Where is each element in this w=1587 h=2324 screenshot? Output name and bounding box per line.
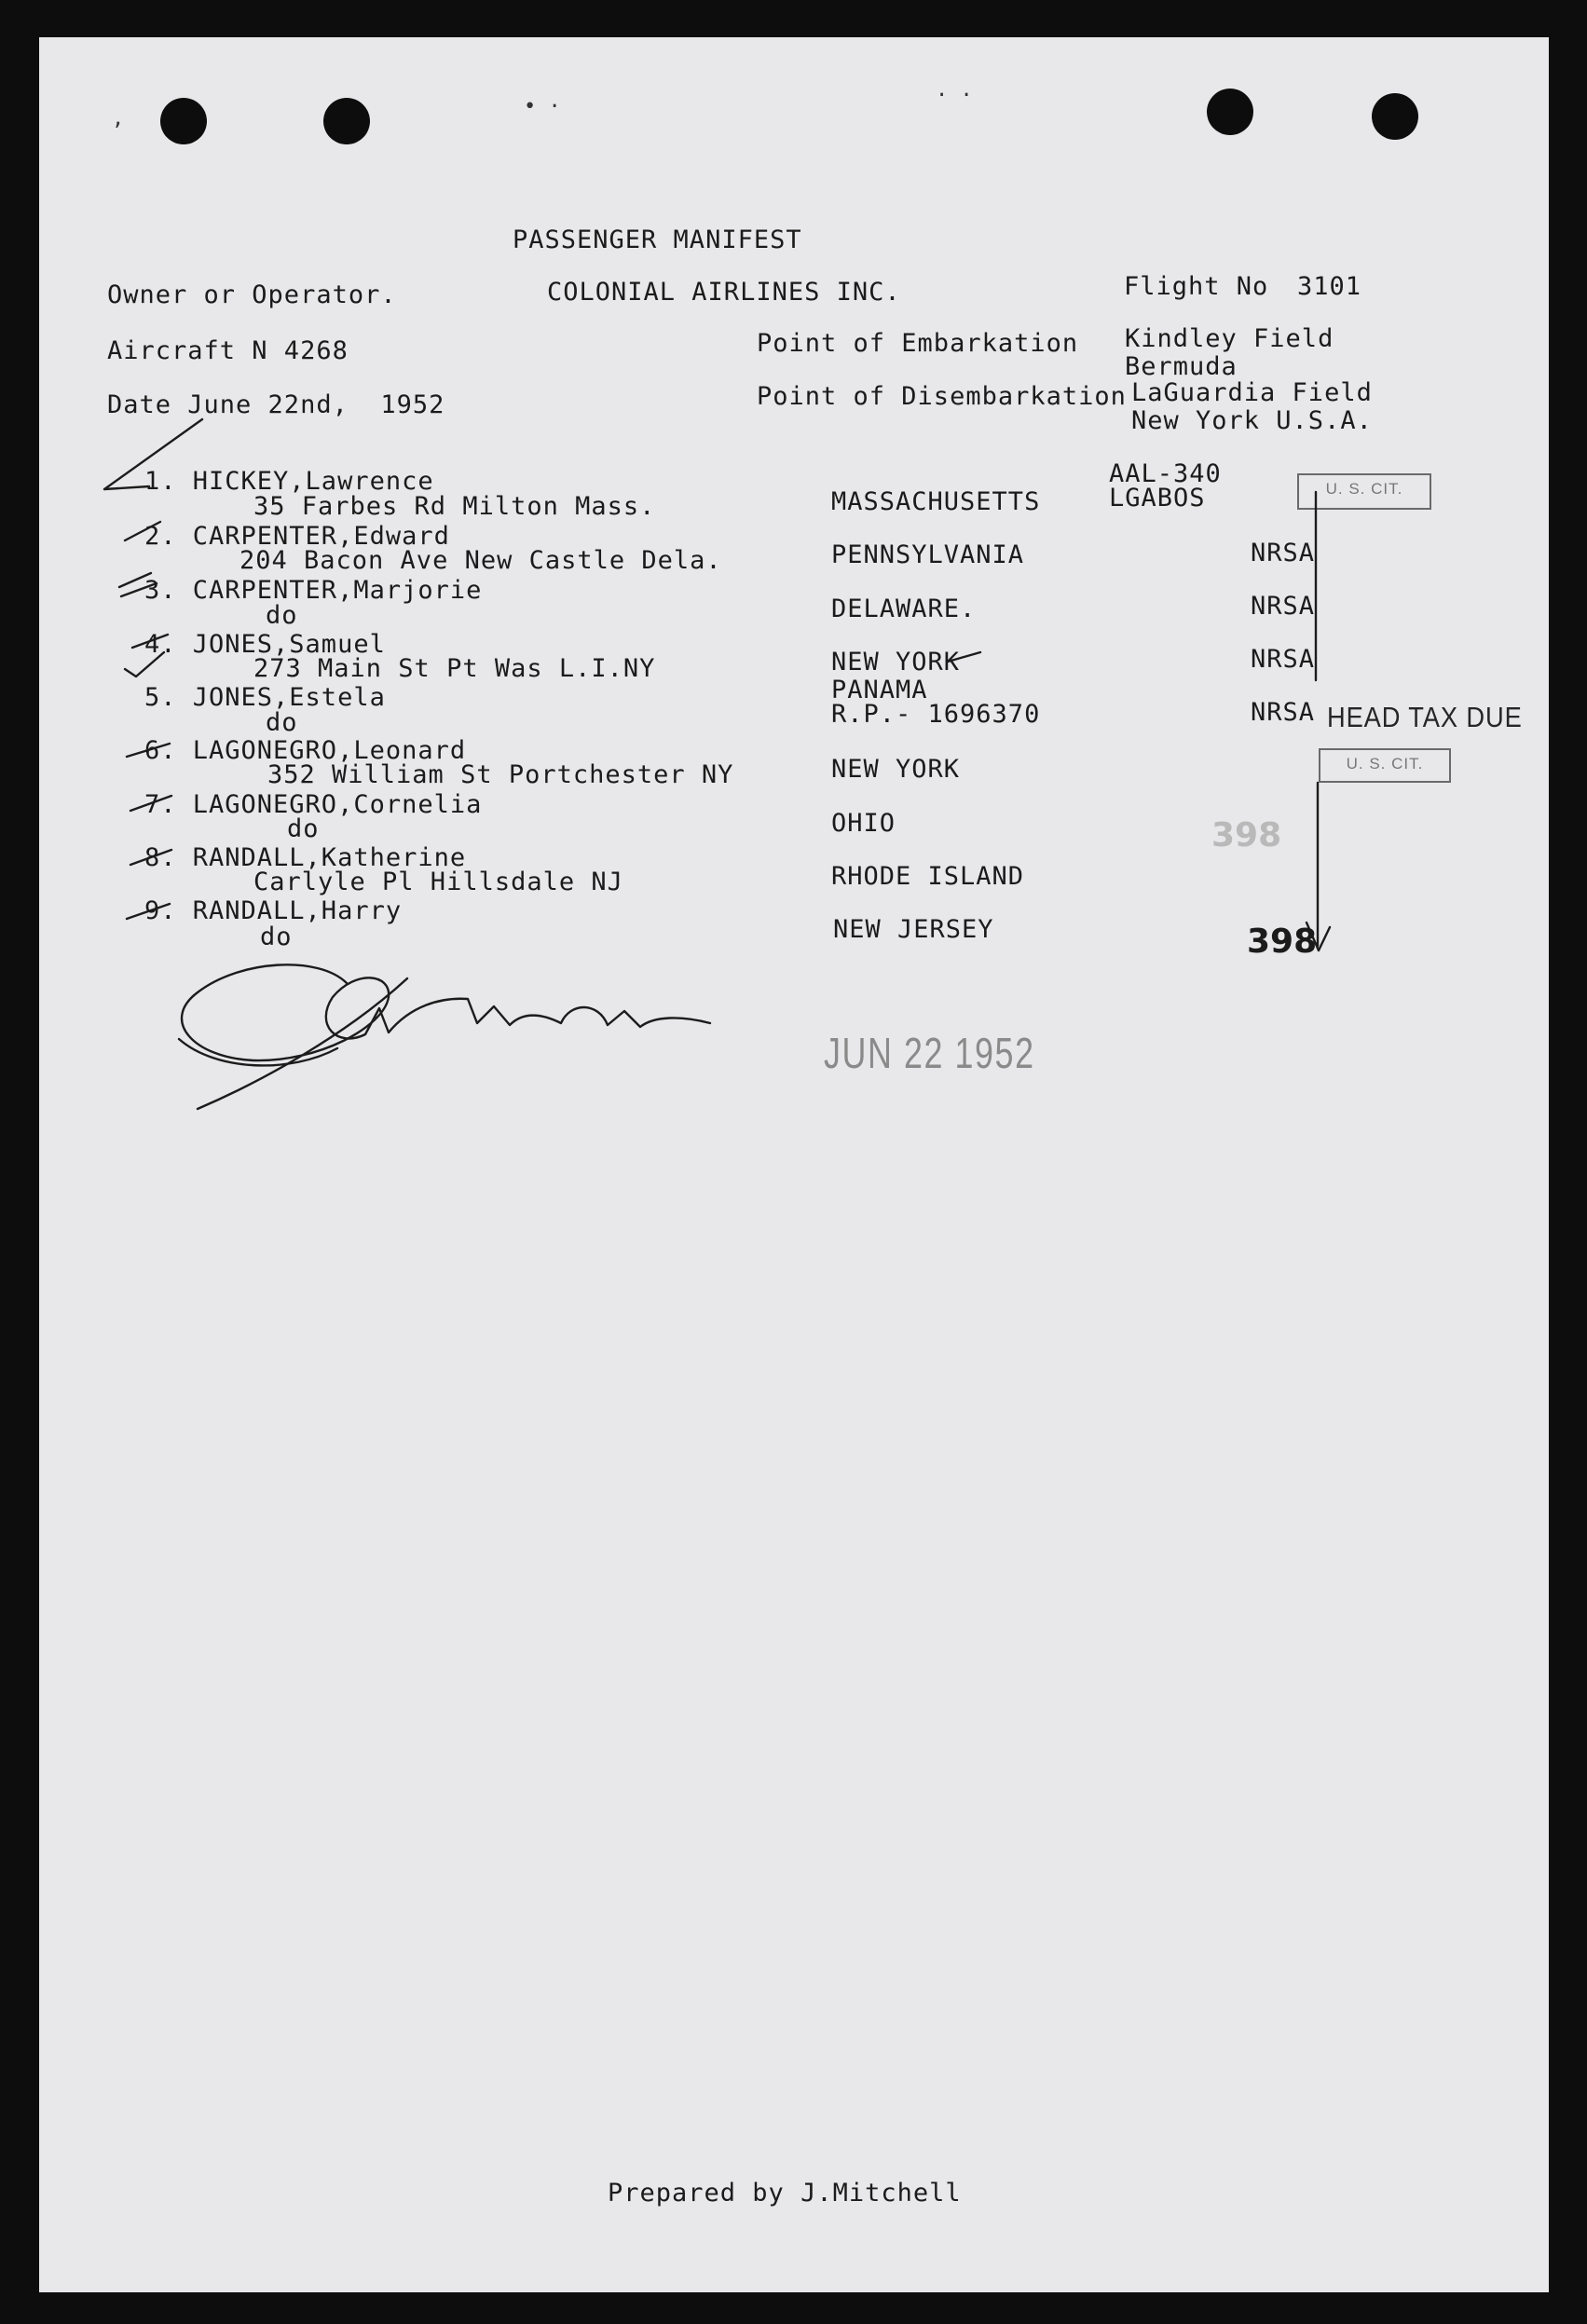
- us-citizen-stamp: U. S. CIT.: [1297, 473, 1431, 510]
- passenger-8-state: RHODE ISLAND: [831, 862, 1025, 891]
- speck-mark: ,: [112, 107, 125, 130]
- speck-mark: • ·: [524, 95, 561, 118]
- disembarkation-label: Point of Disembarkation: [757, 382, 1127, 411]
- passenger-7-address: do: [287, 814, 320, 843]
- route-annotation-line2: LGABOS: [1109, 484, 1206, 513]
- count-number: 398: [1247, 923, 1318, 961]
- signature: [182, 964, 710, 1060]
- passenger-3-state: DELAWARE.: [831, 595, 977, 623]
- passenger-9-name: 9. RANDALL,Harry: [144, 896, 403, 925]
- count-faint: 398: [1211, 816, 1282, 854]
- passenger-1-state: MASSACHUSETTS: [831, 487, 1041, 516]
- passenger-3-name: 3. CARPENTER,Marjorie: [144, 576, 483, 605]
- passenger-8-address: Carlyle Pl Hillsdale NJ: [253, 868, 623, 896]
- page-title: PASSENGER MANIFEST: [513, 226, 802, 254]
- passenger-4-address: 273 Main St Pt Was L.I.NY: [253, 654, 656, 683]
- passenger-3-note: NRSA: [1251, 592, 1316, 621]
- embarkation-label: Point of Embarkation: [757, 329, 1079, 358]
- passenger-4-state: NEW YORK: [831, 648, 961, 677]
- passenger-4-name: 4. JONES,Samuel: [144, 630, 386, 659]
- passenger-3-address: do: [266, 601, 298, 630]
- owner-label: Owner or Operator.: [107, 280, 397, 309]
- checkmark: [132, 635, 168, 648]
- checkmark: [130, 850, 171, 865]
- passenger-6-name: 6. LAGONEGRO,Leonard: [144, 736, 467, 765]
- passenger-5-state: PANAMA: [831, 676, 928, 704]
- passenger-9-address: do: [260, 923, 293, 951]
- passenger-9-state: NEW JERSEY: [833, 915, 994, 944]
- checkmark: [125, 522, 160, 540]
- passenger-2-state: PENNSYLVANIA: [831, 540, 1025, 569]
- date-stamp: JUN 22 1952: [824, 1029, 1035, 1077]
- passenger-7-state: OHIO: [831, 809, 896, 838]
- manifest-sheet: [39, 37, 1549, 2292]
- passenger-7-name: 7. LAGONEGRO,Cornelia: [144, 790, 483, 819]
- flight-label: Flight No: [1124, 272, 1269, 301]
- passenger-4-note: NRSA: [1251, 645, 1316, 674]
- checkmark: [130, 796, 171, 811]
- checkmark: [127, 744, 170, 757]
- passenger-1-name: 1. HICKEY,Lawrence: [144, 467, 434, 496]
- passenger-2-note: NRSA: [1251, 539, 1316, 567]
- passenger-5-passport: R.P.- 1696370: [831, 700, 1041, 729]
- prepared-by: Prepared by J.Mitchell: [608, 2179, 962, 2208]
- passenger-5-name: 5. JONES,Estela: [144, 683, 386, 712]
- embarkation-value-line2: Bermuda: [1125, 352, 1238, 381]
- passenger-2-name: 2. CARPENTER,Edward: [144, 522, 450, 551]
- aircraft-line: Aircraft N 4268: [107, 336, 349, 365]
- route-annotation: AAL-340: [1109, 459, 1222, 488]
- head-tax-due-stamp: HEAD TAX DUE: [1327, 701, 1523, 733]
- passenger-6-state: NEW YORK: [831, 755, 961, 784]
- passenger-8-name: 8. RANDALL,Katherine: [144, 843, 467, 872]
- disembarkation-value: LaGuardia Field: [1131, 378, 1373, 407]
- passenger-2-address: 204 Bacon Ave New Castle Dela.: [239, 546, 722, 575]
- pen-marks: [39, 37, 1549, 2292]
- passenger-5-address: do: [266, 708, 298, 737]
- embarkation-value: Kindley Field: [1125, 324, 1334, 353]
- passenger-5-note: NRSA: [1251, 698, 1316, 727]
- speck-mark: · ·: [936, 84, 973, 107]
- passenger-1-address: 35 Farbes Rd Milton Mass.: [253, 492, 656, 521]
- tick-mark: [948, 652, 980, 662]
- signature-tail: [198, 978, 407, 1109]
- checkmark: [119, 573, 157, 596]
- flight-number: 3101: [1297, 272, 1362, 301]
- checkmark: [127, 904, 170, 919]
- owner-value: COLONIAL AIRLINES INC.: [547, 278, 901, 307]
- checkmark: [104, 419, 202, 489]
- checkmark: [125, 652, 164, 677]
- disembarkation-value-line2: New York U.S.A.: [1131, 406, 1373, 435]
- us-citizen-stamp: U. S. CIT.: [1319, 748, 1451, 783]
- passenger-6-address: 352 William St Portchester NY: [267, 760, 734, 789]
- arrow-line: [1307, 783, 1330, 950]
- date-line: Date June 22nd, 1952: [107, 390, 445, 419]
